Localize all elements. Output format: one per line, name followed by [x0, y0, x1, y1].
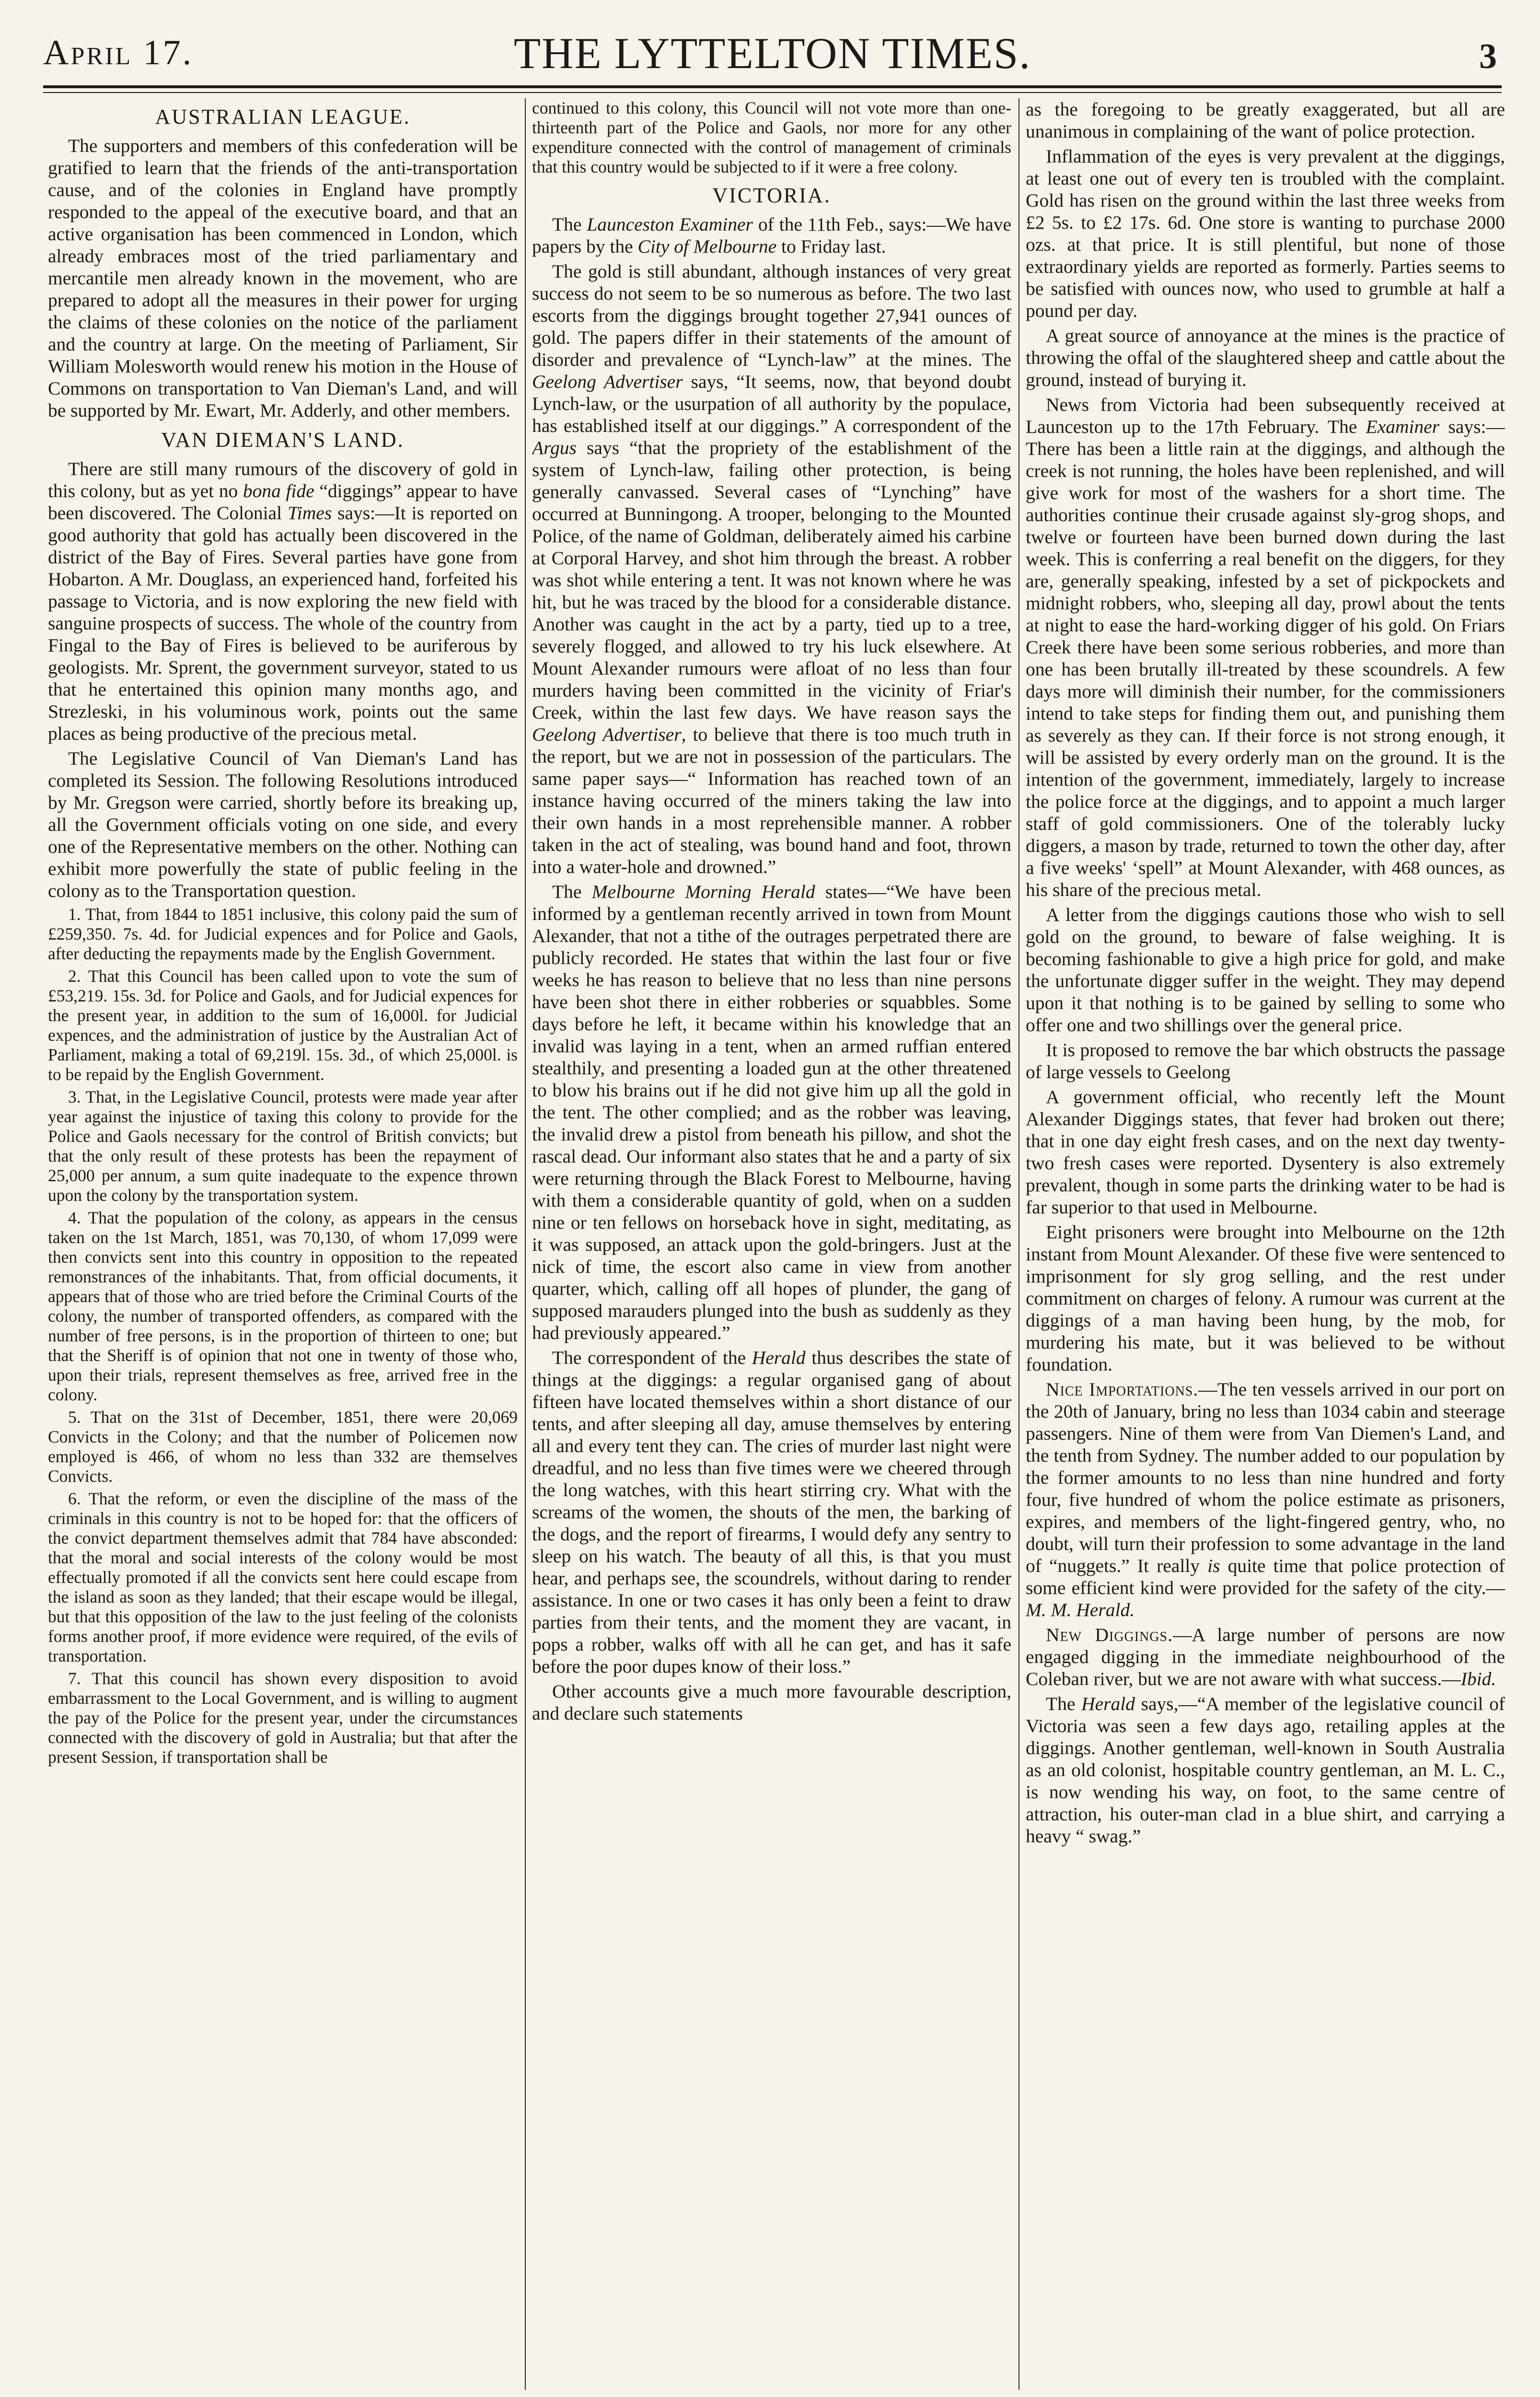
victoria-continuation: as the foregoing to be greatly exaggerated, but all are unanimous in complaining of the want of police protection.	[1026, 99, 1505, 142]
victoria-paragraph-2: The gold is still abundant, although instances of very great success do not seem to be so numerous as before. The two last escorts from the diggings brought together 27,941 ounces of gold. The papers differ in their statements of the amount of disorder and prevalence of “Lynch-law” at the mines. The Geelong Advertiser says, “It seems, now, that beyond doubt Lynch-law, or the usurpation of all authority by the populace, has established itself at our diggings.” A correspondent of the Argus says “that the propriety of the establishment of the system of Lynch-law, failing other protection, is being generally canvassed. Several cases of “Lynching” have occurred at Bunningong. A trooper, belonging to the Mounted Police, of the name of Goldman, deliberately aimed his carbine at Corporal Harvey, and shot him through the breast. A robber was shot while entering a tent. It was not known where he was hit, but he was traced by the blood for a considerable distance. Another was caught in the act by a party, tied up to a tree, severely flogged, and allowed to try his luck elsewhere. At Mount Alexander rumours were afloat of no less than four murders having been committed in the vicinity of Friar's Creek, within the last few days. We have reason says the Geelong Advertiser, to believe that there is too much truth in the report, but we are not in possession of the particulars. The same paper says—“ Information has reached town of an instance having occurred of the miners taking the law into their own hands in a most reprehensible manner. A robber taken in the act of stealing, was bound hand and foot, thrown into a water-hole and drowned.”	[532, 261, 1011, 877]
resolution-1: 1. That, from 1844 to 1851 inclusive, this colony paid the sum of £259,350. 7s. 4d. for Judicial expences and for Police and Gaols, after deducting the repayments made by the English Government.	[48, 905, 518, 963]
weighing-paragraph: A letter from the diggings cautions those who wish to sell gold on the ground, to beware of false weighing. It is becoming fashionable to give a high price for gold, and make the unfortunate digger suffer in the weight. They may depend upon it that nothing is to be gained by selling to some who offer one and two shillings over the general price.	[1026, 904, 1505, 1036]
van-diemans-land-paragraph-2: The Legislative Council of Van Dieman's Land has completed its Session. The following Resolutions introduced by Mr. Gregson were carried, shortly before its breaking up, all the Government officials voting on one side, and every one of the Representative members on the other. Nothing can exhibit more powerfully the state of public feeling in the colony as to the Transportation question.	[48, 748, 518, 901]
heading-van-diemans-land: VAN DIEMAN'S LAND.	[161, 428, 405, 452]
heading-australian-league: AUSTRALIAN LEAGUE.	[155, 105, 411, 128]
resolution-7: 7. That this council has shown every disposition to avoid embarrassment to the Local Government, and is willing to augment the pay of the Police for the present year, under the circumstances connected with the discovery of gold in Australia; but that after the present Session, if transportation shall be	[48, 1669, 518, 1767]
resolution-6: 6. That the reform, or even the discipline of the mass of the criminals in this country is not to be hoped for: that the officers of the convict department themselves admit that 784 have absconded: that the moral and social interests of the colony would be most effectually promoted if all the convicts sent here could escape from the island as soon as they landed; that their escape would be illegal, but that this opposition of the law to the just feeling of the colonists forms another proof, if more evidence were required, of the evils of transportation.	[48, 1489, 518, 1665]
news-paragraph: News from Victoria had been subsequently received at Launceston up to the 17th February. The Examiner says:—There has been a little rain at the diggings, and although the creek is not running, the holes have been replenished, and will give work for most of the washers for a short time. The authorities continue their crusade against sly-grog shops, and twelve or fourteen have been burned down during the last week. This is conferring a real benefit on the diggers, for they are, generally speaking, infested by a set of pickpockets and midnight robbers, who, sleeping all day, prowl about the tents at night to ease the hard-working digger of his gold. On Friars Creek there have been some serious robberies, and more than one has been brutally ill-treated by these scoundrels. A few days more will diminish their number, for the commissioners intend to take steps for finding them out, and punishing them as severely as they can. If their force is not strong enough, it will be assisted by every orderly man on the ground. It is the intention of the government, immediately, largely to increase the police force at the diggings, and to appoint a much larger staff of gold commissioners. One of the tolerably lucky diggers, a mason by trade, returned to town the other day, after a five weeks' ‘spell” at Mount Alexander, with 468 ounces, as his share of the precious metal.	[1026, 394, 1505, 900]
victoria-paragraph-5: Other accounts give a much more favourable description, and declare such statements	[532, 1681, 1011, 1724]
masthead	[43, 28, 1502, 90]
resolution-4: 4. That the population of the colony, as appears in the census taken on the 1st March, 1851, was 70,130, of whom 17,099 were then convicts sent into this country in opposition to the repeated remonstrances of the inhabitants. That, from official documents, it appears that of those who are tried before the Criminal Courts of the colony, the number of transported offenders, as compared with the number of free persons, is in the proportion of thirteen to one; but that the Sheriff is of opinion that not one in twenty of those who, upon their trials, represent themselves as free, arrived free in the colony.	[48, 1208, 518, 1404]
issue-date: April 17.	[43, 33, 194, 72]
new-diggings-paragraph: New Diggings.—A large number of persons are now engaged digging in the immediate neighbourhood of the Coleban river, but we are not aware with what success.—Ibid.	[1026, 1624, 1505, 1689]
new-diggings-label: New Diggings.	[1046, 1624, 1173, 1645]
masthead-rule-thick	[43, 85, 1502, 88]
nice-importations-paragraph: Nice Importations.—The ten vessels arrived in our port on the 20th of January, bring no less than 1034 cabin and steerage passengers. Nine of them were from Van Diemen's Land, and the tenth from Sydney. The number added to our population by the former amounts to no less than nine hundred and forty four, five hundred of whom the police estimate as prisoners, expires, and members of the light-fingered gentry, who, no doubt, will turn their profession to some advantage in the land of “nuggets.” It really is quite time that police protection of some efficient kind were provided for the safety of the city.—M. M. Herald.	[1026, 1379, 1505, 1620]
resolution-2: 2. That this Council has been called upon to vote the sum of £53,219. 15s. 3d. for Police and Gaols, and for Judicial expences for the present year, in addition to the sum of 16,000l. for Judicial expences, and the administration of justice by the Australian Act of Parliament, making a total of 69,219l. 15s. 3d., of which 25,000l. is to be repaid by the English Government.	[48, 966, 518, 1084]
prisoners-paragraph: Eight prisoners were brought into Melbourne on the 12th instant from Mount Alexander. Of these five were sentenced to imprisonment for sly grog selling, and the rest under commitment on charges of felony. A rumour was current at the diggings of a man having been hung, by the mob, for murdering his mate, but it was believed to be without foundation.	[1026, 1222, 1505, 1375]
australian-league-paragraph: The supporters and members of this confederation will be gratified to learn that the friends of the anti-transportation cause, and of the colonies in England have promptly responded to the appeal of the executive board, and that an active organisation has been commenced in London, which already embraces most of the tried parliamentary and mercantile men already known in the movement, who are prepared to adopt all the measures in their power for urging the claims of these colonies on the notice of the parliament and the country at large. On the meeting of Parliament, Sir William Molesworth would renew his motion in the House of Commons on transportation to Van Dieman's Land, and will be supported by Mr. Ewart, Mr. Adderly, and other members.	[48, 135, 518, 421]
resolution-5: 5. That on the 31st of December, 1851, there were 20,069 Convicts in the Colony; and that the number of Policemen now employed is 466, of whom no less than 332 are themselves Convicts.	[48, 1408, 518, 1486]
masthead-rule-thin	[43, 92, 1502, 93]
victoria-paragraph-3: The Melbourne Morning Herald states—“We have been informed by a gentleman recently arrived in town from Mount Alexander, that not a tithe of the outrages perpetrated there are publicly recorded. He states that within the last four or five weeks he has reason to believe that no less than nine persons have been shot there in either robberies or squabbles. Some days before he left, it became within his knowledge that an invalid was laying in a tent, when an armed ruffian entered stealthily, and presenting a loaded gun at the other threatened to blow his brains out if he did not give him up all the gold in the tent. The other complied; and as the robber was leaving, the invalid drew a pistol from beneath his pillow, and shot the rascal dead. Our informant also states that he and a party of six were returning through the Black Forest to Melbourne, having with them a considerable quantity of gold, when on a sudden nine or ten fellows on horseback hove in sight, meditating, as it was supposed, an attack upon the gold-bringers. Just at the nick of time, the escort also came in view from another quarter, which, calling off all hopes of plunder, the gang of supposed marauders plunged into the bush as suddenly as they had previously appeared.”	[532, 881, 1011, 1343]
column-3	[1026, 98, 1505, 2397]
resolution-3: 3. That, in the Legislative Council, protests were made year after year against the injustice of taxing this colony to provide for the Police and Gaols necessary for the control of British convicts; but that the only result of these protests has been the repayment of 25,000 per annum, a sum quite inadequate to the expence thrown upon the colony by the transportation system.	[48, 1087, 518, 1205]
column-1	[48, 98, 518, 2397]
newspaper-title: THE LYTTELTON TIMES.	[513, 29, 1031, 78]
van-diemans-land-paragraph-1: There are still many rumours of the discovery of gold in this colony, but as yet no bona fide “diggings” appear to have been discovered. The Colonial Times says:—It is reported on good authority that gold has actually been discovered in the district of the Bay of Fires. Several parties have gone from Hobarton. A Mr. Douglass, an experienced hand, forfeited his passage to Victoria, and is now exploring the new field with sanguine prospects of success. The whole of the country from Fingal to the Bay of Fires is believed to be auriferous by geologists. Mr. Sprent, the government surveyor, stated to us that he entertained this opinion many months ago, and Strezleski, in his voluminous work, points out the same places as being productive of the precious metal.	[48, 458, 518, 744]
resolution-continuation: continued to this colony, this Council will not vote more than one-thirteenth part of the Police and Gaols, nor more for any other expenditure connected with the control of management of criminals that this country would be subjected to if it were a free colony.	[532, 98, 1011, 176]
eyes-paragraph: Inflammation of the eyes is very prevalent at the diggings, at least one out of every ten is troubled with the complaint. Gold has risen on the ground within the last three weeks from £2 5s. to £2 17s. 6d. One store is wanting to purchase 2000 ozs. at that price. It is still plentiful, but none of those extraordinary yields are reported as formerly. Parties seems to be satisfied with ounces now, who used to grumble at half a pound per day.	[1026, 146, 1505, 321]
heading-victoria: VICTORIA.	[712, 184, 831, 207]
geelong-bar-paragraph: It is proposed to remove the bar which obstructs the passage of large vessels to Geelong	[1026, 1039, 1505, 1082]
victoria-paragraph-1: The Launceston Examiner of the 11th Feb., says:—We have papers by the City of Melbourne to Friday last.	[532, 214, 1011, 257]
column-2	[532, 98, 1011, 2397]
page-number: 3	[1479, 37, 1497, 76]
herald-paragraph: The Herald says,—“A member of the legislative council of Victoria was seen a few days ago, retailing apples at the diggings. Another gentleman, well-known in South Australia as an old colonist, hospitable country gentleman, an M. L. C., is now wending his way, on foot, to the same centre of attraction, his outer-man clad in a blue shirt, and carrying a heavy “ swag.”	[1026, 1693, 1505, 1847]
column-divider-1	[525, 98, 526, 2390]
offal-paragraph: A great source of annoyance at the mines is the practice of throwing the offal of the slaughtered sheep and cattle about the ground, instead of burying it.	[1026, 325, 1505, 390]
fever-paragraph: A government official, who recently left the Mount Alexander Diggings states, that fever had broken out there; that in one day eight fresh cases, and on the next day twenty-two fresh cases were reported. Dysentery is also extremely prevalent, though in some parts the drinking water to be had is far superior to that used in Melbourne.	[1026, 1086, 1505, 1218]
victoria-paragraph-4: The correspondent of the Herald thus describes the state of things at the diggings: a regular organised gang of about fifteen have located themselves within a short distance of our tents, and after sleeping all day, amuse themselves by entering all and every tent they can. The cries of murder last night were dreadful, and no less than five times were we cheered through the long watches, with this heart stirring cry. What with the screams of the women, the shouts of the men, the barking of the dogs, and the report of firearms, I would defy any sentry to sleep on his watch. The beauty of all this, is that you must hear, and perhaps see, the scoundrels, without daring to render assistance. In one or two cases it has only been a feint to draw parties from their tents, and the moment they are vacant, in pops a robber, walks off with all he can get, and has it safe before the poor dupes know of their loss.”	[532, 1347, 1011, 1677]
nice-importations-label: Nice Importations.	[1046, 1379, 1199, 1400]
